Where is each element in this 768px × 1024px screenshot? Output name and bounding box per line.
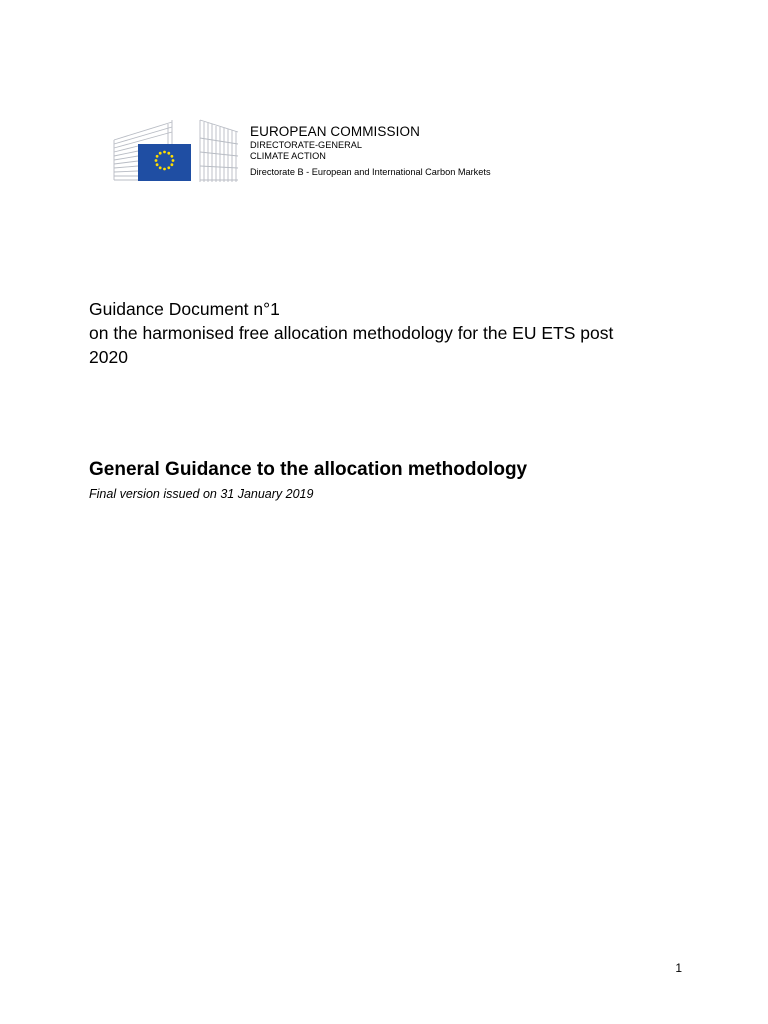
- heading-line-2: on the harmonised free allocation methodology for the EU ETS post: [89, 323, 614, 343]
- heading-line-3: 2020: [89, 347, 128, 367]
- dg-line-1: DIRECTORATE-GENERAL: [250, 140, 362, 150]
- heading-line-1: Guidance Document n°1: [89, 299, 280, 319]
- document-subtitle: Final version issued on 31 January 2019: [89, 487, 314, 501]
- european-commission-logo-icon: [112, 118, 240, 184]
- document-title: General Guidance to the allocation methodology: [89, 459, 528, 480]
- organization-name: EUROPEAN COMMISSION: [250, 124, 420, 139]
- document-heading: [89, 297, 689, 369]
- page-number: 1: [675, 961, 682, 975]
- directorate-line: Directorate B - European and International Carbon Markets: [250, 167, 491, 177]
- dg-line-2: CLIMATE ACTION: [250, 150, 326, 161]
- header-block: [250, 124, 670, 178]
